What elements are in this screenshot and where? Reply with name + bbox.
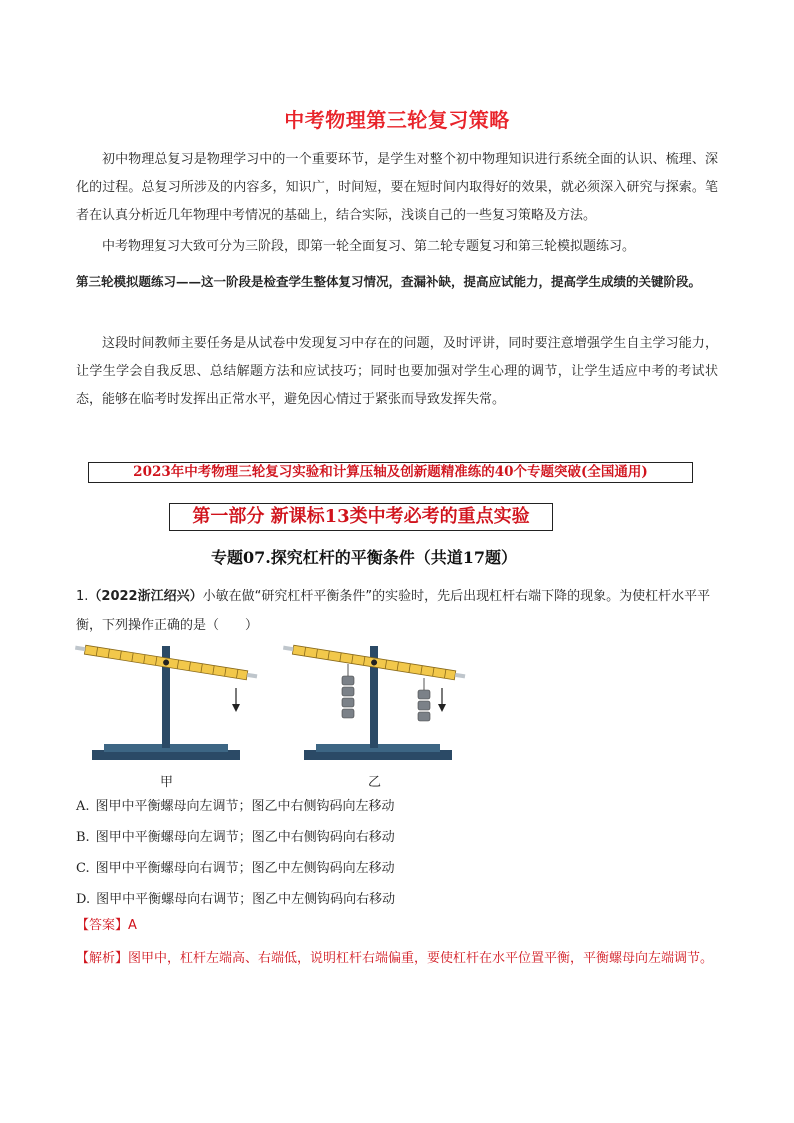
intro-paragraph-1: 初中物理总复习是物理学习中的一个重要环节，是学生对整个初中物理知识进行系统全面的认识、梳理、深化的过程。总复习所涉及的内容多，知识广，时间短，要在短时间内取得好的效果，就必须深入研究与探索。笔者在认真分析近几年物理中考情况的基础上，结合实际，浅谈自己的一些复习策略及方法。 — [76, 152, 718, 223]
balance-nut-left-jia — [75, 646, 86, 652]
question-number: 1. — [76, 589, 89, 604]
question-text: 小敏在做“研究杠杆平衡条件”的实验时，先后出现杠杆右端下降的现象。为使杠杆水平平衡，下列操作正确的是（ ） — [76, 589, 711, 633]
topic-title: 专题07.探究杠杆的平衡条件（共道17题） — [210, 548, 518, 567]
option-d: D. 图甲中平衡螺母向右调节；图乙中左侧钩码向右移动 — [76, 892, 396, 907]
answer: 【答案】A — [76, 918, 137, 933]
figure-label-jia: 甲 — [160, 775, 174, 790]
series-banner: 2023年中考物理三轮复习实验和计算压轴及创新题精准练的40个专题突破(全国通用) — [88, 462, 693, 483]
question-source: （2022浙江绍兴） — [88, 589, 203, 604]
page-title: 中考物理第三轮复习策略 — [284, 108, 510, 132]
question-stem — [76, 582, 718, 640]
lever-diagram-jia — [75, 644, 258, 760]
lever-figure — [70, 638, 490, 790]
analysis: 【解析】图甲中，杠杆左端高、右端低，说明杠杆右端偏重，要使杠杆在水平位置平衡，平衡螺母向左端调节。 — [76, 951, 714, 966]
intro-paragraph-4: 这段时间教师主要任务是从试卷中发现复习中存在的问题，及时评讲，同时要注意增强学生自主学习能力，让学生学会自我反思、总结解题方法和应试技巧；同时也要加强对学生心理的调节，让学生适应中考的考试状态，能够在临考时发挥出正常水平，避免因心情过于紧张而导致发挥失常。 — [76, 336, 718, 407]
part-title: 第一部分 新课标13类中考必考的重点实验 — [169, 503, 553, 531]
right-weights-yi — [418, 678, 430, 721]
left-weights-yi — [342, 664, 354, 718]
option-b: B. 图甲中平衡螺母向左调节；图乙中右侧钩码向右移动 — [76, 830, 395, 845]
intro-paragraph-2: 中考物理复习大致可分为三阶段，即第一轮全面复习、第二轮专题复习和第三轮模拟题练习。 — [102, 239, 636, 254]
lever-diagrams — [70, 638, 490, 790]
lever-diagram-yi — [283, 644, 466, 760]
intro-paragraph-3: 第三轮模拟题练习——这一阶段是检查学生整体复习情况，查漏补缺，提高应试能力，提高学生成绩的关键阶段。 — [76, 274, 702, 289]
figure-label-yi: 乙 — [368, 775, 382, 790]
balance-nut-right-jia — [247, 673, 258, 679]
option-a: A. 图甲中平衡螺母向左调节；图乙中右侧钩码向左移动 — [76, 799, 395, 814]
option-c: C. 图甲中平衡螺母向右调节；图乙中左侧钩码向左移动 — [76, 861, 395, 876]
